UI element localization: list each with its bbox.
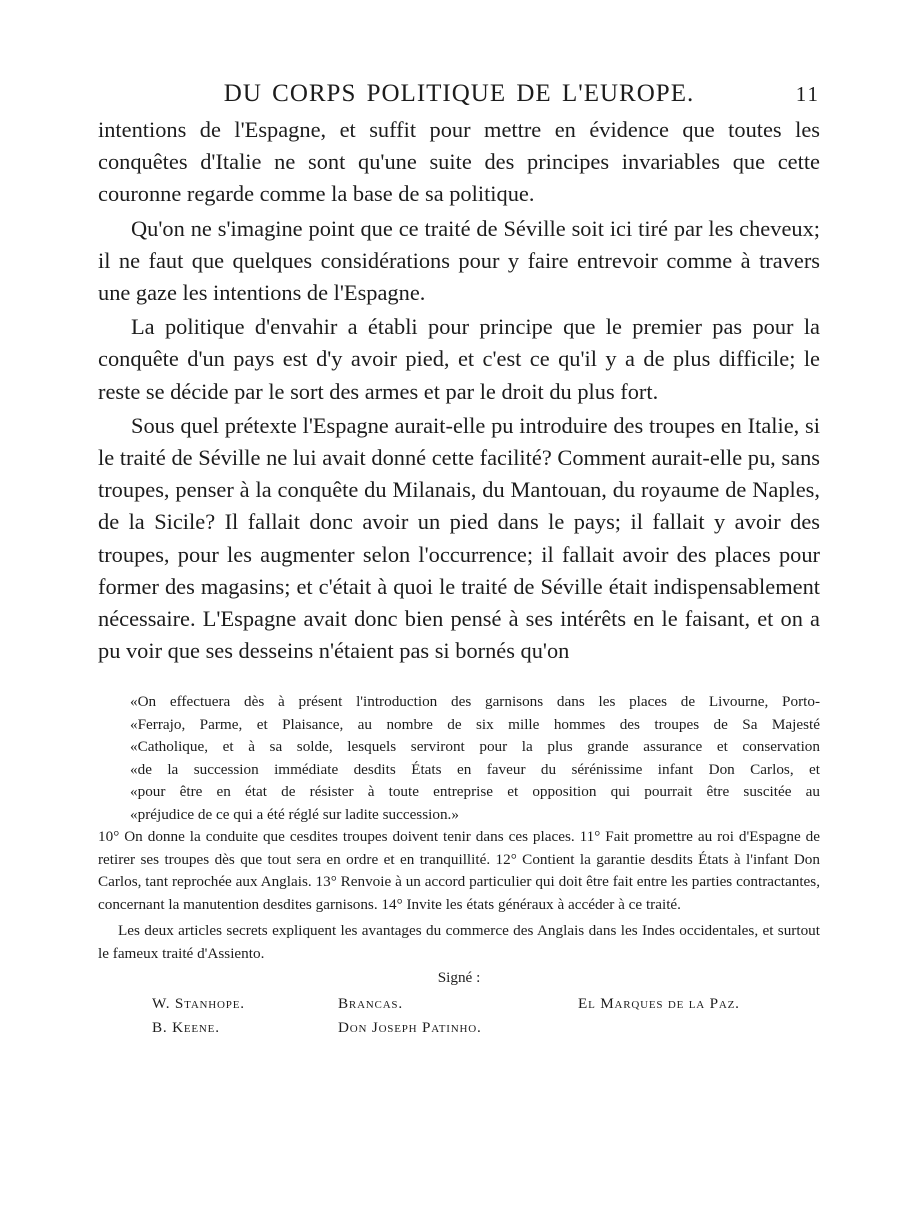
signature-patinho: Don Joseph Patinho. (338, 1018, 482, 1036)
signed-label: Signé : (437, 969, 481, 987)
document-page (98, 80, 820, 1041)
body-paragraph: Qu'on ne s'imagine point que ce traité de Séville soit ici tiré par les cheveux; il ne faut que quelques considérations pour y faire entrevoir comme à travers une gaze les intentions de l'Espagne. (98, 215, 820, 306)
quote-line: «Ferrajo, Parme, et Plaisance, au nombre de six mille hommes des troupes de Sa Majesté (130, 715, 820, 733)
footnotes (98, 691, 820, 1041)
quote-line: «On effectuera dès à présent l'introduction des garnisons dans les places de Livourne, Porto- (130, 693, 820, 711)
running-title: DU CORPS POLITIQUE DE L'EUROPE. (223, 80, 695, 107)
quote-line: «préjudice de ce qui a été réglé sur ladite succession.» (130, 805, 459, 823)
page-header (98, 80, 820, 114)
secret-articles-paragraph: Les deux articles secrets expliquent les avantages du commerce des Anglais dans les Indes occidentales, et surtout le fameux traité d'Assiento. (98, 922, 820, 962)
treaty-quote (98, 691, 820, 826)
quote-line: «de la succession immédiate desdits États en faveur du sérénissime infant Don Carlos, et (130, 760, 820, 778)
signature-marques-de-la-paz: El Marques de la Paz. (578, 994, 740, 1012)
quote-line: «Catholique, et à sa solde, lesquels serviront pour la plus grande assurance et conservation (130, 738, 820, 756)
articles-paragraph: 10° On donne la conduite que cesdites troupes doivent tenir dans ces places. 11° Fait promettre au roi d'Espagne de retirer ses troupes dès que tout sera en ordre et en tranquillité. 12° Contient la garantie desdits États à l'infant Don Carlos, tant reprochée aux Anglais. 13° Renvoie à un accord particulier qui doit être fait entre les parties contractantes, concernant la manutention desdites garnisons. 14° Invite les états généraux à accéder à ce traité. (98, 828, 820, 913)
body-paragraph: La politique d'envahir a établi pour principe que le premier pas pour la conquête d'un pays est d'y avoir pied, et c'est ce qu'il y a de plus difficile; le reste se décide par le sort des armes et par le droit du plus fort. (98, 314, 820, 404)
signature-stanhope: W. Stanhope. (152, 994, 245, 1012)
quote-line: «pour être en état de résister à toute entreprise et opposition qui pourrait être suscitée au (130, 783, 820, 801)
page-number: 11 (795, 82, 820, 106)
signature-keene: B. Keene. (152, 1018, 220, 1036)
body-text (98, 114, 820, 667)
signatures (98, 993, 820, 1041)
signature-brancas: Brancas. (338, 994, 403, 1012)
body-paragraph: Sous quel prétexte l'Espagne aurait-elle pu introduire des troupes en Italie, si le traité de Séville ne lui avait donné cette facilité? Comment aurait-elle pu, sans troupes, penser à la conquête du Milanais, du Mantouan, du royaume de Naples, de la Sicile? Il fallait donc avoir un pied dans le pays; il fallait y avoir des troupes, pour les augmenter selon l'occurrence; il fallait avoir des places pour former des magasins; et c'était à quoi le traité de Séville était indispensablement nécessaire. L'Espagne avait donc bien pensé à ses intérêts en le faisant, et on a pu voir que ses desseins n'étaient pas si bornés qu'on (98, 412, 820, 664)
body-paragraph: intentions de l'Espagne, et suffit pour mettre en évidence que toutes les conquêtes d'Italie ne sont qu'une suite des principes invariables que cette couronne regarde comme la base de sa politique. (98, 117, 820, 207)
